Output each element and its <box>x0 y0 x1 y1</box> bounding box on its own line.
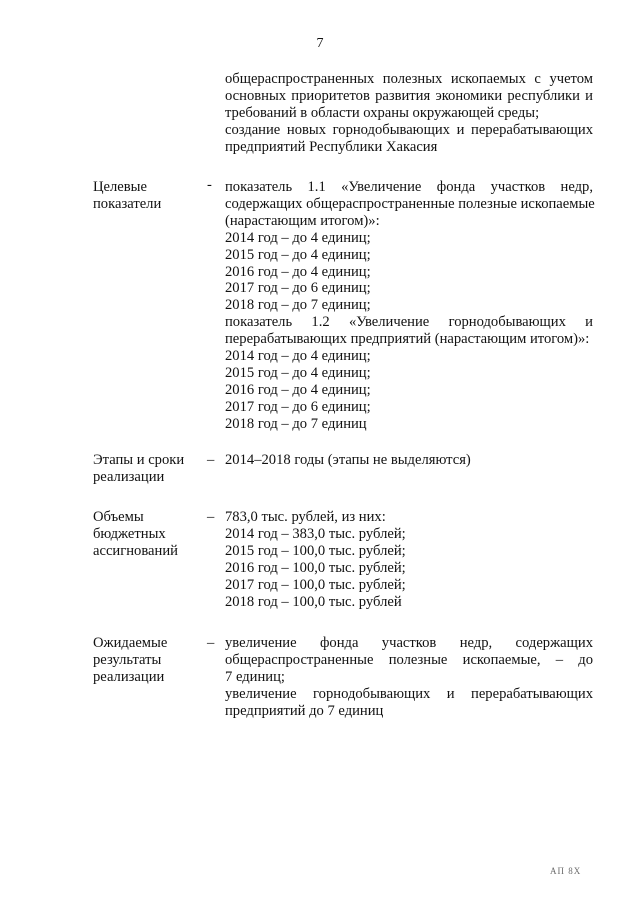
text-line: 2017 год – до 6 единиц; <box>225 280 371 297</box>
text-line: показатель 1.1 «Увеличение фонда участков недр, <box>225 179 593 195</box>
text-line: общераспространенные полезные ископаемые, – до <box>225 651 593 668</box>
text-line: 2016 год – 100,0 тыс. рублей; <box>225 559 406 576</box>
text-line: 7 единиц; <box>225 668 285 685</box>
section-label-target-indicators <box>93 179 203 213</box>
footer-mark: AП 8Х <box>550 866 582 876</box>
text-line: 2016 год – до 4 единиц; <box>225 381 371 398</box>
text-line: 783,0 тыс. рублей, из них: <box>225 509 386 525</box>
section-label-stages <box>93 452 203 486</box>
text-line: 2018 год – до 7 единиц <box>225 415 367 432</box>
text-line: (нарастающим итогом)»: <box>225 212 380 229</box>
text-line: 2014 год – до 4 единиц; <box>225 348 371 365</box>
text-line: создание новых горнодобывающих и перерабатывающих <box>225 121 593 138</box>
text-line: 2016 год – до 4 единиц; <box>225 263 371 280</box>
text-line: увеличение горнодобывающих и перерабатывающих <box>225 685 593 702</box>
section-label-expected-results <box>93 635 203 686</box>
label-line: Ожидаемые <box>93 635 168 651</box>
text-line: общераспространенных полезных ископаемых с учетом <box>225 71 593 87</box>
text-line: 2014–2018 годы (этапы не выделяются) <box>225 452 471 468</box>
label-line: реализации <box>93 669 165 685</box>
section-label-budget <box>93 509 203 560</box>
intro-text <box>225 71 593 156</box>
text-line: 2017 год – до 6 единиц; <box>225 398 371 415</box>
section-content-budget <box>225 509 593 610</box>
text-line: 2015 год – до 4 единиц; <box>225 364 371 381</box>
label-line: Этапы и сроки <box>93 452 185 468</box>
text-line: показатель 1.2 «Увеличение горнодобывающих и <box>225 314 593 331</box>
text-line: требований в области охраны окружающей среды; <box>225 104 540 121</box>
section-content-stages <box>225 452 593 469</box>
text-line: 2018 год – 100,0 тыс. рублей <box>225 593 402 610</box>
label-line: Объемы <box>93 509 144 525</box>
text-line: перерабатывающих предприятий (нарастающим итогом)»: <box>225 331 590 348</box>
text-line: содержащих общераспространенные полезные ископаемые <box>225 195 595 212</box>
label-line: бюджетных <box>93 526 166 542</box>
dash-separator: - <box>207 177 212 193</box>
label-line: реализации <box>93 469 165 485</box>
text-line: увеличение фонда участков недр, содержащих <box>225 635 593 651</box>
section-content-target-indicators <box>225 179 593 433</box>
text-line: 2015 год – 100,0 тыс. рублей; <box>225 542 406 559</box>
dash-separator: – <box>207 509 215 525</box>
section-content-expected-results <box>225 635 593 720</box>
page-number: 7 <box>316 36 324 51</box>
text-line: предприятий до 7 единиц <box>225 702 384 719</box>
text-line: предприятий Республики Хакасия <box>225 138 438 155</box>
text-line: 2014 год – 383,0 тыс. рублей; <box>225 525 406 542</box>
label-line: ассигнований <box>93 543 178 559</box>
dash-separator: – <box>207 635 215 651</box>
label-line: результаты <box>93 652 162 668</box>
text-line: 2015 год – до 4 единиц; <box>225 246 371 263</box>
text-line: 2014 год – до 4 единиц; <box>225 229 371 246</box>
label-line: показатели <box>93 196 162 212</box>
dash-separator: – <box>207 452 215 468</box>
text-line: основных приоритетов развития экономики республики и <box>225 87 593 104</box>
text-line: 2017 год – 100,0 тыс. рублей; <box>225 576 406 593</box>
text-line: 2018 год – до 7 единиц; <box>225 297 371 314</box>
label-line: Целевые <box>93 179 147 195</box>
